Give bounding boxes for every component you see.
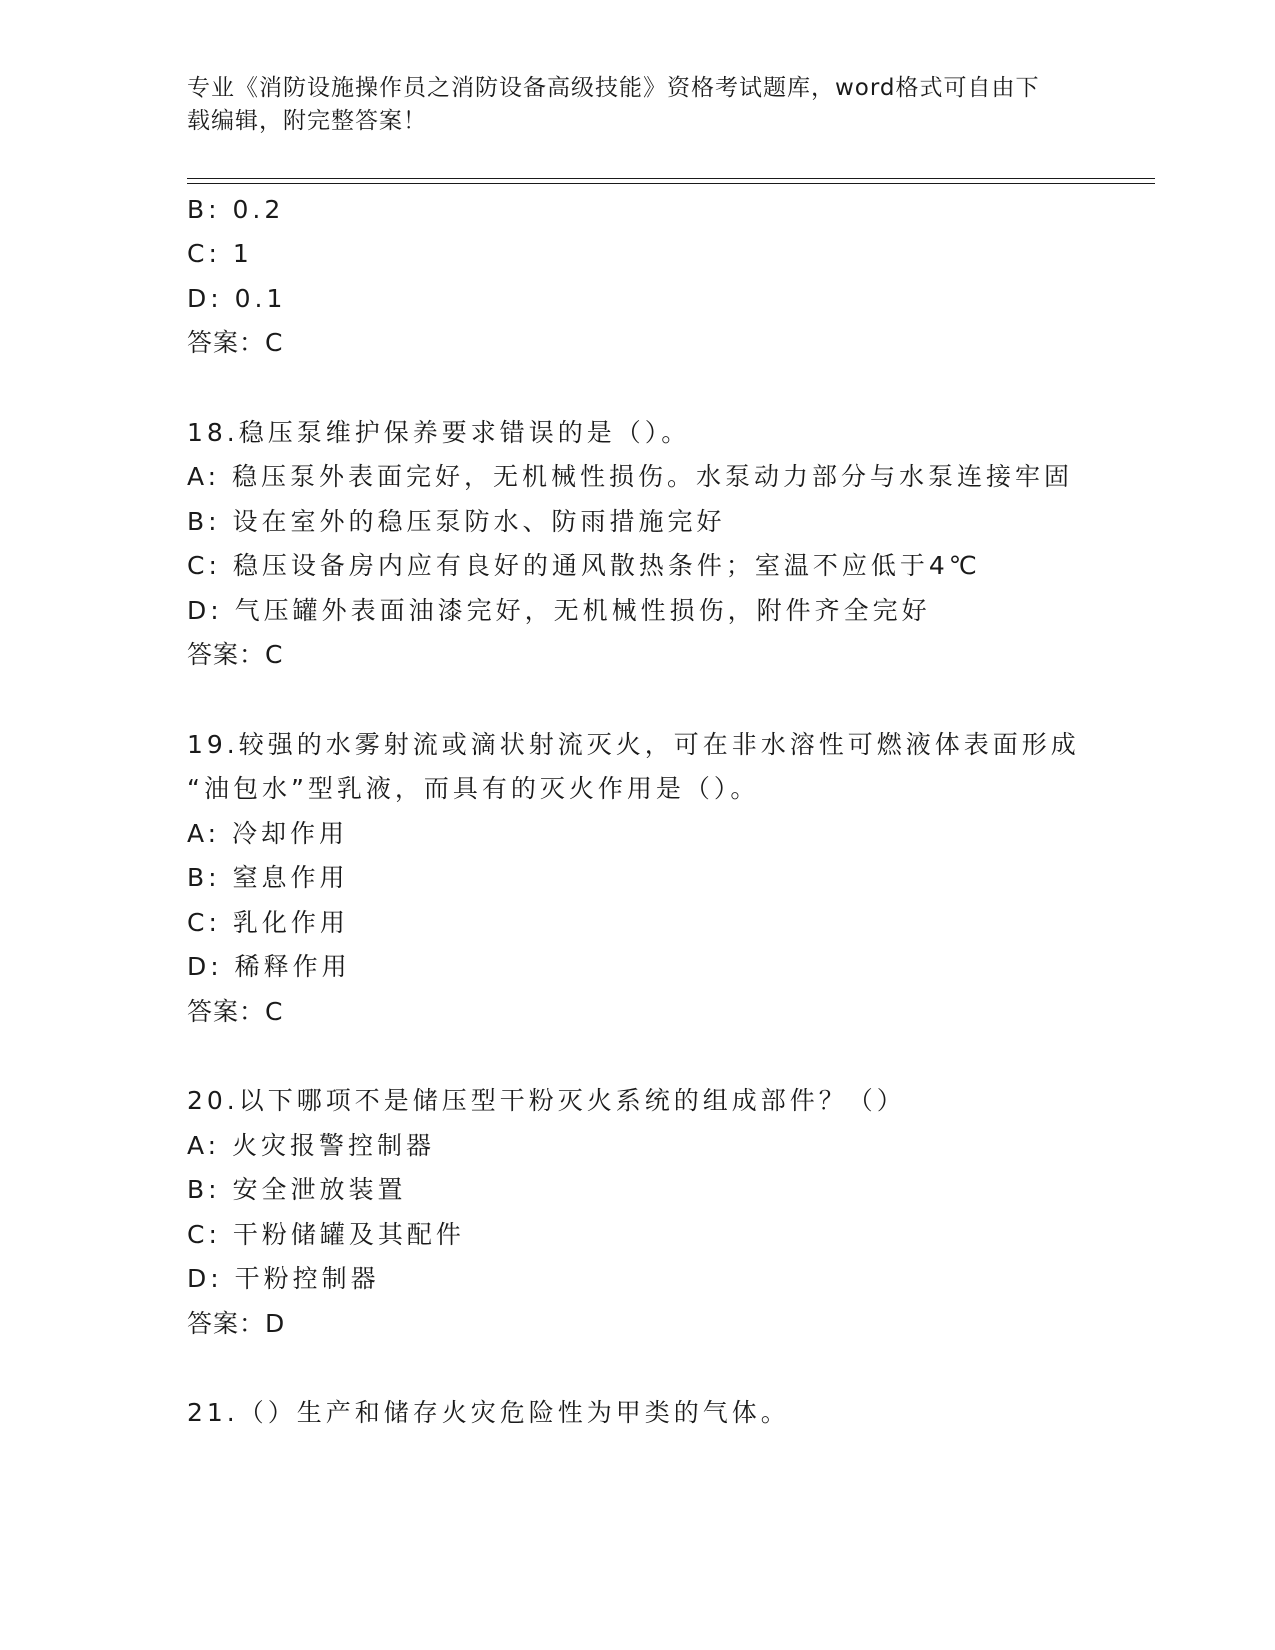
header-line-2: 载编辑，附完整答案！ — [187, 108, 427, 134]
q20-option-d: D: 干粉控制器 — [187, 1264, 380, 1293]
q20-stem: 20.以下哪项不是储压型干粉灭火系统的组成部件？（） — [187, 1086, 906, 1115]
q18-option-d: D: 气压罐外表面油漆完好，无机械性损伤，附件齐全完好 — [187, 596, 931, 625]
header-line-1: 专业《消防设施操作员之消防设备高级技能》资格考试题库，word格式可自由下 — [187, 75, 1040, 101]
q19-stem-line-1: 19.较强的水雾射流或滴状射流灭火，可在非水溶性可燃液体表面形成 — [187, 730, 1080, 759]
q20-option-b: B: 安全泄放装置 — [187, 1175, 407, 1204]
q18-option-a: A: 稳压泵外表面完好，无机械性损伤。水泵动力部分与水泵连接牢固 — [187, 462, 1074, 491]
q20-answer: 答案：D — [187, 1309, 286, 1338]
q19-answer: 答案：C — [187, 997, 284, 1026]
q17-answer: 答案：C — [187, 328, 284, 357]
header-rule-top — [187, 178, 1155, 179]
q17-option-c: C: 1 — [187, 239, 253, 268]
q18-option-c: C: 稳压设备房内应有良好的通风散热条件；室温不应低于4℃ — [187, 551, 981, 580]
q17-option-d: D: 0.1 — [187, 284, 287, 313]
q20-option-c: C: 干粉储罐及其配件 — [187, 1220, 465, 1249]
q17-option-b: B: 0.2 — [187, 195, 285, 224]
q18-answer: 答案：C — [187, 640, 284, 669]
q18-stem: 18.稳压泵维护保养要求错误的是（）。 — [187, 418, 691, 447]
q21-stem: 21.（）生产和储存火灾危险性为甲类的气体。 — [187, 1398, 790, 1427]
q19-option-a: A: 冷却作用 — [187, 819, 349, 848]
q19-stem-line-2: “油包水”型乳液，而具有的灭火作用是（）。 — [187, 774, 760, 803]
q18-option-b: B: 设在室外的稳压泵防水、防雨措施完好 — [187, 507, 726, 536]
q20-option-a: A: 火灾报警控制器 — [187, 1131, 436, 1160]
q19-option-c: C: 乳化作用 — [187, 908, 349, 937]
document-header — [187, 72, 1087, 138]
q19-option-b: B: 窒息作用 — [187, 863, 349, 892]
header-rule-bottom — [187, 183, 1155, 184]
q19-option-d: D: 稀释作用 — [187, 952, 351, 981]
